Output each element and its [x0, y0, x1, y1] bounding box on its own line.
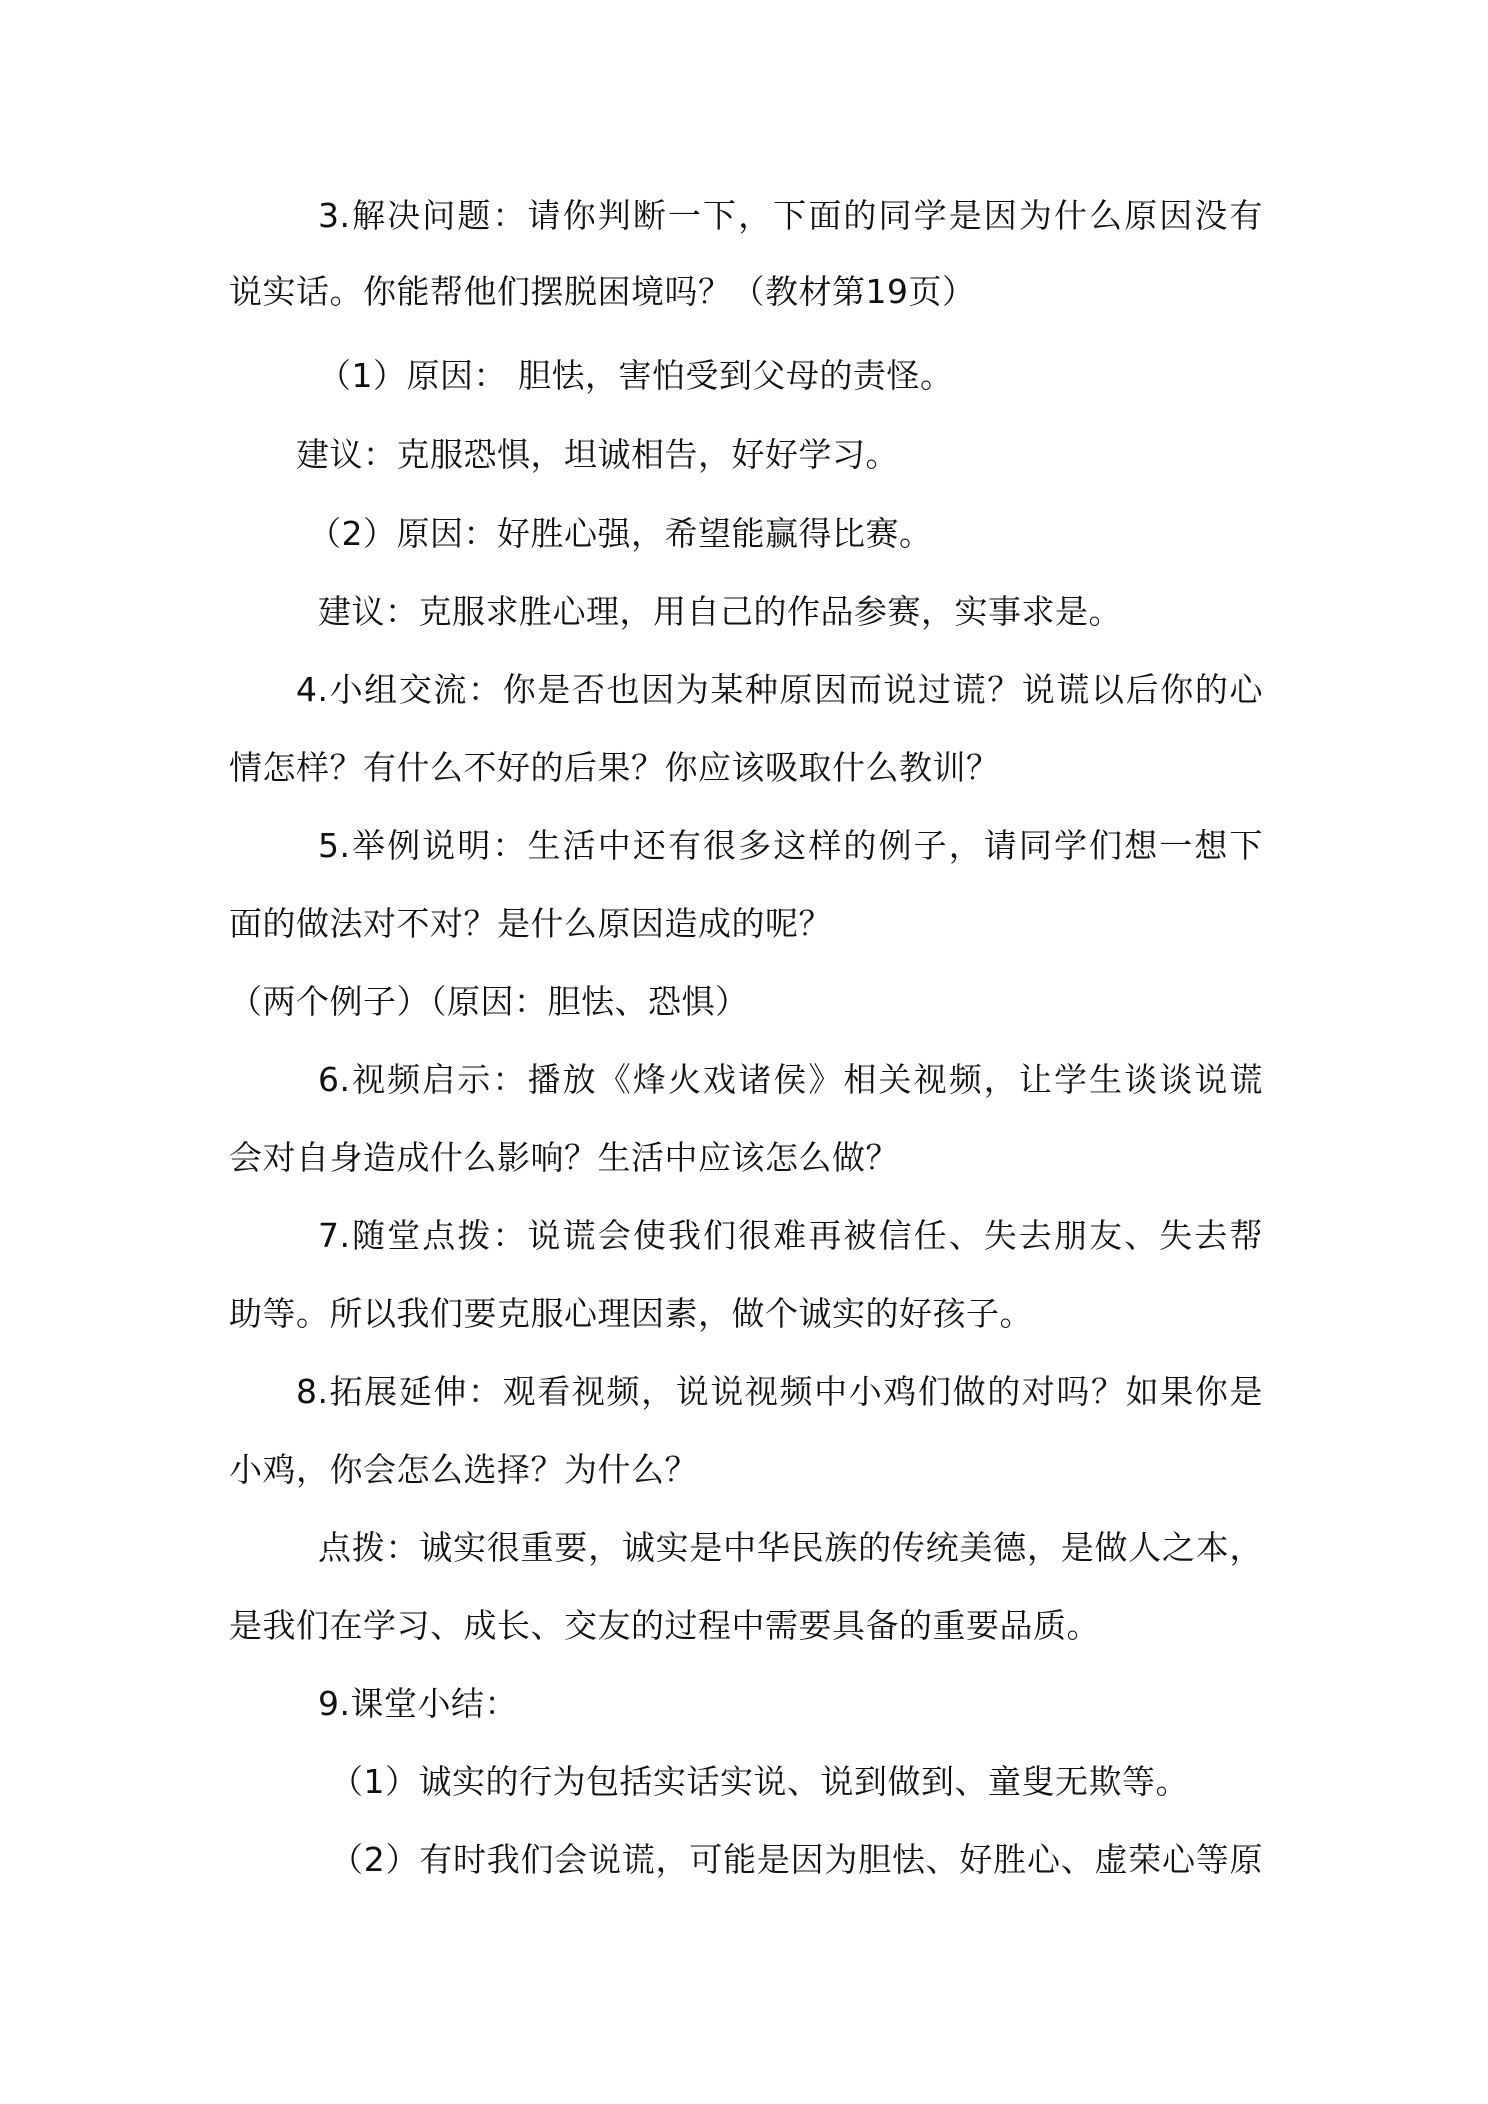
- paragraph-3-line-2: 说实话。你能帮他们摆脱困境吗？（教材第19页）: [229, 272, 976, 311]
- suggestion-2: 建议：克服求胜心理，用自己的作品参赛，实事求是。: [318, 592, 1122, 631]
- suggestion-1: 建议：克服恐惧，坦诚相告，好好学习。: [296, 435, 899, 474]
- paragraph-5-examples: （两个例子）（原因：胆怯、恐惧）: [229, 982, 749, 1021]
- reason-2: （2）原因：好胜心强，希望能赢得比赛。: [308, 514, 933, 553]
- paragraph-3-line-1: 3.解决问题：请你判断一下，下面的同学是因为什么原因没有: [318, 196, 1263, 235]
- paragraph-8-line-2: 小鸡，你会怎么选择？为什么？: [229, 1450, 698, 1489]
- paragraph-4-line-2: 情怎样？有什么不好的后果？你应该吸取什么教训？: [229, 748, 1000, 787]
- paragraph-7-line-1: 7.随堂点拨：说谎会使我们很难再被信任、失去朋友、失去帮: [318, 1216, 1263, 1255]
- paragraph-6-line-1: 6.视频启示：播放《烽火戏诸侯》相关视频，让学生谈谈说谎: [318, 1060, 1263, 1099]
- tip-line-2: 是我们在学习、成长、交友的过程中需要具备的重要品质。: [229, 1606, 1100, 1645]
- paragraph-8-line-1: 8.拓展延伸：观看视频，说说视频中小鸡们做的对吗？如果你是: [296, 1372, 1263, 1411]
- summary-2: （2）有时我们会说谎，可能是因为胆怯、好胜心、虚荣心等原: [330, 1840, 1263, 1879]
- paragraph-5-line-1: 5.举例说明：生活中还有很多这样的例子，请同学们想一想下: [318, 826, 1263, 865]
- paragraph-9-heading: 9.课堂小结：: [318, 1684, 518, 1723]
- reason-1: （1）原因： 胆怯，害怕受到父母的责怪。: [318, 356, 954, 395]
- paragraph-5-line-2: 面的做法对不对？是什么原因造成的呢？: [229, 904, 832, 943]
- paragraph-6-line-2: 会对自身造成什么影响？生活中应该怎么做？: [229, 1138, 899, 1177]
- tip-line-1: 点拨：诚实很重要，诚实是中华民族的传统美德，是做人之本，: [318, 1528, 1263, 1567]
- paragraph-7-line-2: 助等。所以我们要克服心理因素，做个诚实的好孩子。: [229, 1294, 1033, 1333]
- paragraph-4-line-1: 4.小组交流：你是否也因为某种原因而说过谎？说谎以后你的心: [296, 670, 1263, 709]
- summary-1: （1）诚实的行为包括实话实说、说到做到、童叟无欺等。: [330, 1762, 1189, 1801]
